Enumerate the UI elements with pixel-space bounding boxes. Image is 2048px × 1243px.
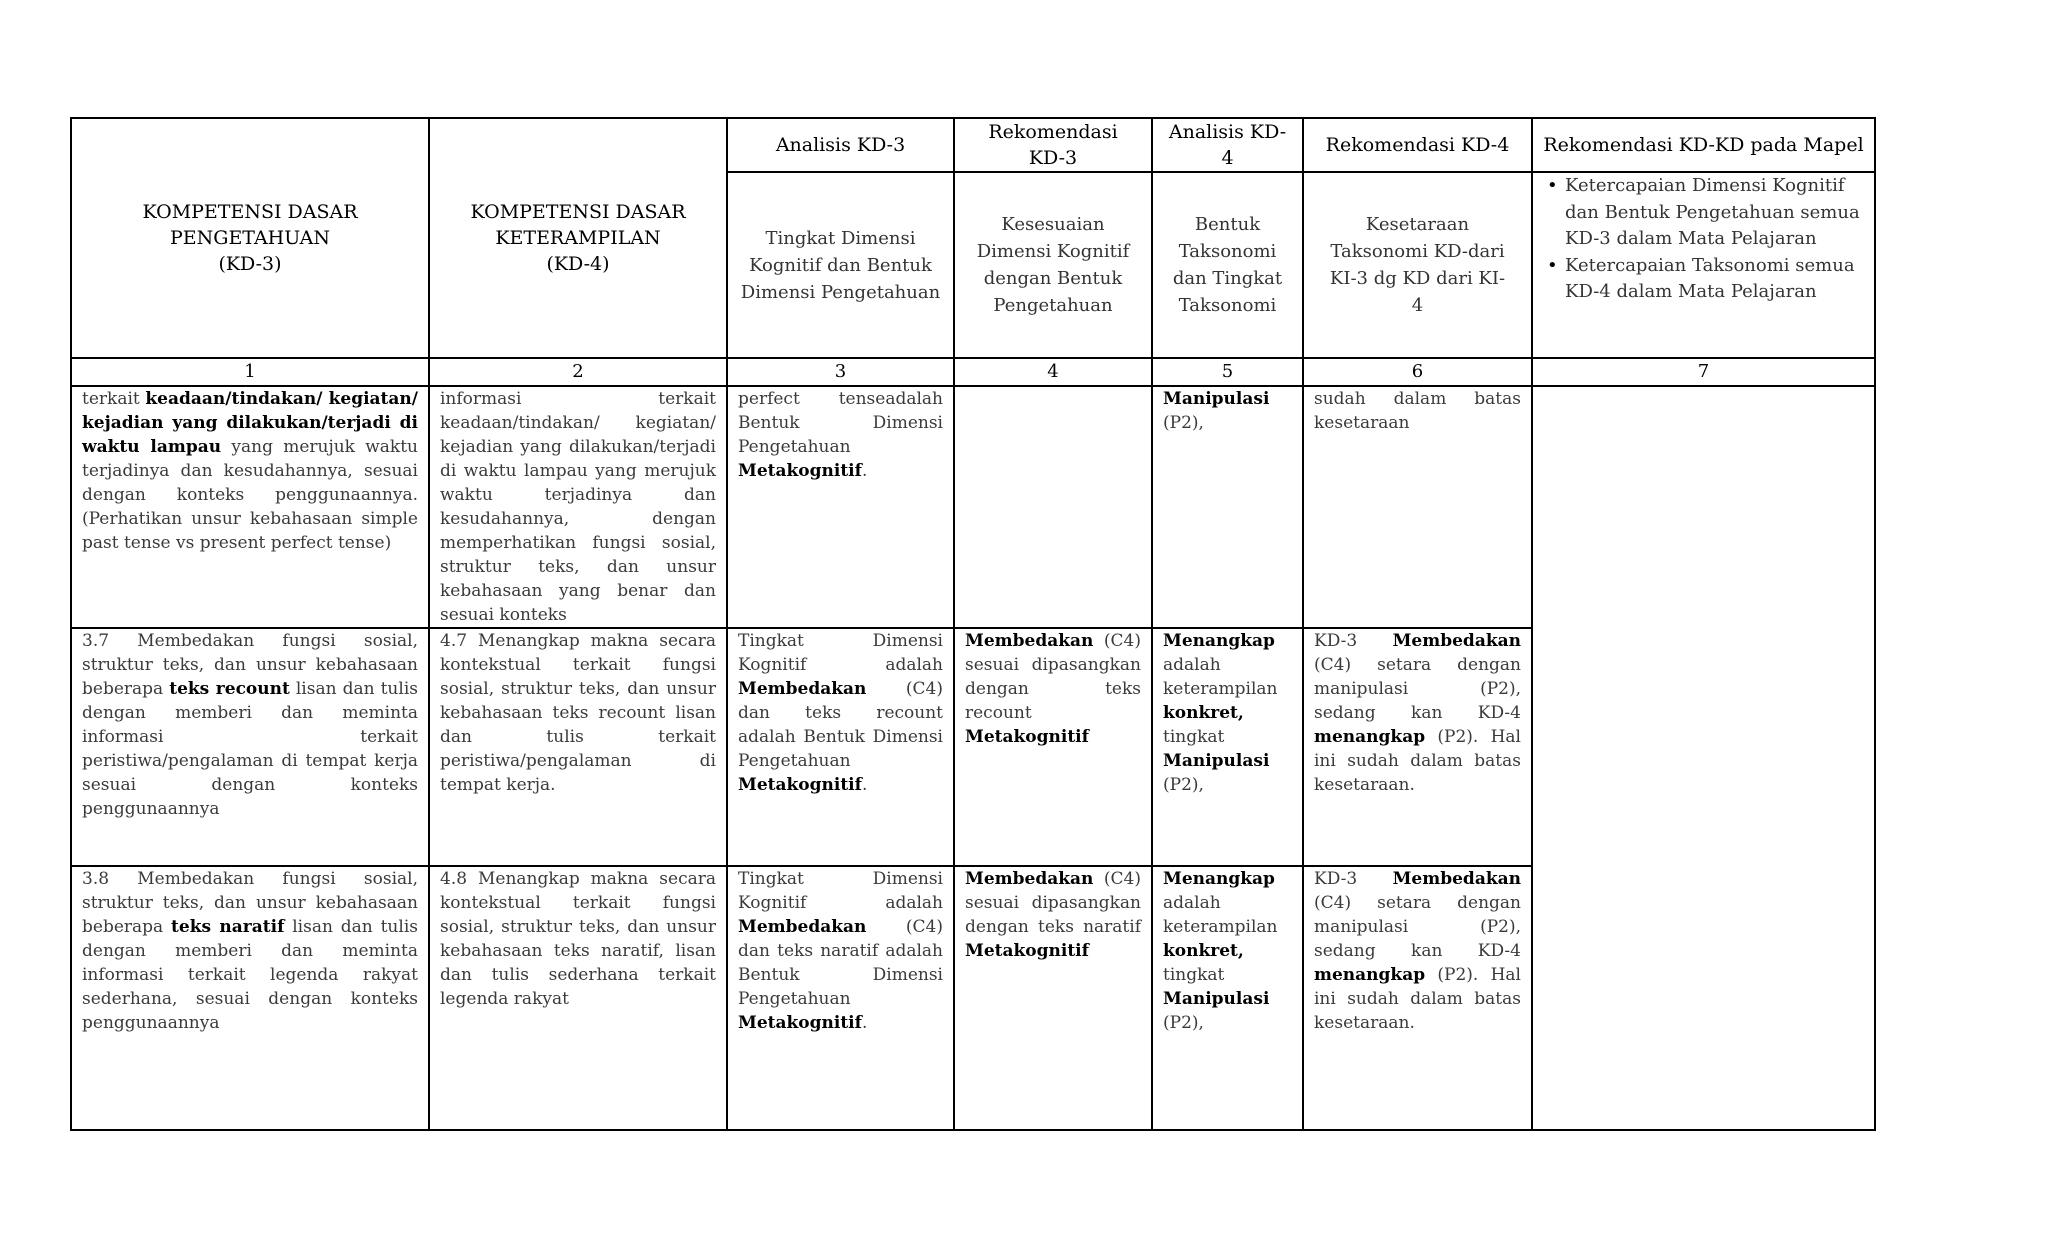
analisis-kd3-cell: perfect tenseadalah Bentuk Dimensi Pengetahuan Metakognitif. — [727, 386, 954, 628]
kd4-cell: 4.8 Menangkap makna secara kontekstual terkait fungsi sosial, struktur teks, dan unsur kebahasaan teks naratif, lisan dan tulis sederhana terkait legenda rakyat — [429, 866, 727, 1130]
kd-analysis-table — [70, 117, 1876, 1131]
subheader-kesesuaian: Kesesuaian Dimensi Kognitif dengan Bentuk Pengetahuan — [954, 172, 1152, 358]
kd3-cell: terkait keadaan/tindakan/ kegiatan/ kejadian yang dilakukan/terjadi di waktu lampau yang merujuk waktu terjadinya dan kesudahannya, sesuai dengan konteks penggunaannya. (Perhatikan unsur kebahasaan simple past tense vs present perfect tense) — [71, 386, 429, 628]
rekomendasi-mapel-cell — [1532, 386, 1875, 1130]
analisis-kd4-cell: Manipulasi (P2), — [1152, 386, 1303, 628]
header-kd3: KOMPETENSI DASAR PENGETAHUAN (KD-3) — [71, 118, 429, 358]
column-number: 2 — [429, 358, 727, 386]
kd4-cell: informasi terkait keadaan/tindakan/ kegiatan/ kejadian yang dilakukan/terjadi di waktu lampau yang merujuk waktu terjadinya dan kesudahannya, dengan memperhatikan fungsi sosial, struktur teks, dan unsur kebahasaan yang benar dan sesuai konteks — [429, 386, 727, 628]
analisis-kd3-cell: Tingkat Dimensi Kognitif adalah Membedakan (C4) dan teks naratif adalah Bentuk Dimensi Pengetahuan Metakognitif. — [727, 866, 954, 1130]
kd3-cell: 3.8 Membedakan fungsi sosial, struktur teks, dan unsur kebahasaan beberapa teks naratif lisan dan tulis dengan memberi dan meminta informasi terkait legenda rakyat sederhana, sesuai dengan konteks penggunaannya — [71, 866, 429, 1130]
kd4-cell: 4.7 Menangkap makna secara kontekstual terkait fungsi sosial, struktur teks, dan unsur kebahasaan teks recount lisan dan tulis terkait peristiwa/pengalaman di tempat kerja. — [429, 628, 727, 866]
header-analisis-kd3: Analisis KD-3 — [727, 118, 954, 172]
header-rekomendasi-kd4: Rekomendasi KD-4 — [1303, 118, 1532, 172]
header-rekomendasi-kd3: Rekomendasi KD-3 — [954, 118, 1152, 172]
list-item: • Ketercapaian Taksonomi semua KD-4 dalam Mata Pelajaran — [1565, 253, 1866, 306]
subheader-bentuk-taksonomi: Bentuk Taksonomi dan Tingkat Taksonomi — [1152, 172, 1303, 358]
analisis-kd4-cell: Menangkap adalah keterampilan konkret, tingkat Manipulasi (P2), — [1152, 628, 1303, 866]
ketercapaian-list — [1543, 173, 1866, 306]
subheader-tingkat-dimensi: Tingkat Dimensi Kognitif dan Bentuk Dimensi Pengetahuan — [727, 172, 954, 358]
rekomendasi-kd4-cell: sudah dalam batas kesetaraan — [1303, 386, 1532, 628]
header-row — [71, 118, 1875, 172]
rekomendasi-kd4-cell: KD-3 Membedakan (C4) setara dengan manipulasi (P2), sedang kan KD-4 menangkap (P2). Hal ini sudah dalam batas kesetaraan. — [1303, 628, 1532, 866]
header-rekomendasi-mapel: Rekomendasi KD-KD pada Mapel — [1532, 118, 1875, 172]
column-number-row — [71, 358, 1875, 386]
column-number: 3 — [727, 358, 954, 386]
list-item: • Ketercapaian Dimensi Kognitif dan Bentuk Pengetahuan semua KD-3 dalam Mata Pelajaran — [1565, 173, 1866, 253]
column-number: 1 — [71, 358, 429, 386]
header-kd4: KOMPETENSI DASAR KETERAMPILAN (KD-4) — [429, 118, 727, 358]
column-number: 4 — [954, 358, 1152, 386]
rekomendasi-kd4-cell: KD-3 Membedakan (C4) setara dengan manipulasi (P2), sedang kan KD-4 menangkap (P2). Hal ini sudah dalam batas kesetaraan. — [1303, 866, 1532, 1130]
rekomendasi-kd3-cell: Membedakan (C4) sesuai dipasangkan dengan teks naratif Metakognitif — [954, 866, 1152, 1130]
subheader-kesetaraan: Kesetaraan Taksonomi KD-dari KI-3 dg KD dari KI- 4 — [1303, 172, 1532, 358]
column-number: 7 — [1532, 358, 1875, 386]
subheader-ketercapaian — [1532, 172, 1875, 358]
column-number: 5 — [1152, 358, 1303, 386]
kd3-cell: 3.7 Membedakan fungsi sosial, struktur teks, dan unsur kebahasaan beberapa teks recount lisan dan tulis dengan memberi dan meminta informasi terkait peristiwa/pengalaman di tempat kerja sesuai dengan konteks penggunaannya — [71, 628, 429, 866]
rekomendasi-kd3-cell — [954, 386, 1152, 628]
analisis-kd4-cell: Menangkap adalah keterampilan konkret, tingkat Manipulasi (P2), — [1152, 866, 1303, 1130]
analisis-kd3-cell: Tingkat Dimensi Kognitif adalah Membedakan (C4) dan teks recount adalah Bentuk Dimensi Pengetahuan Metakognitif. — [727, 628, 954, 866]
table-row — [71, 386, 1875, 628]
rekomendasi-kd3-cell: Membedakan (C4) sesuai dipasangkan dengan teks recount Metakognitif — [954, 628, 1152, 866]
column-number: 6 — [1303, 358, 1532, 386]
header-analisis-kd4: Analisis KD- 4 — [1152, 118, 1303, 172]
